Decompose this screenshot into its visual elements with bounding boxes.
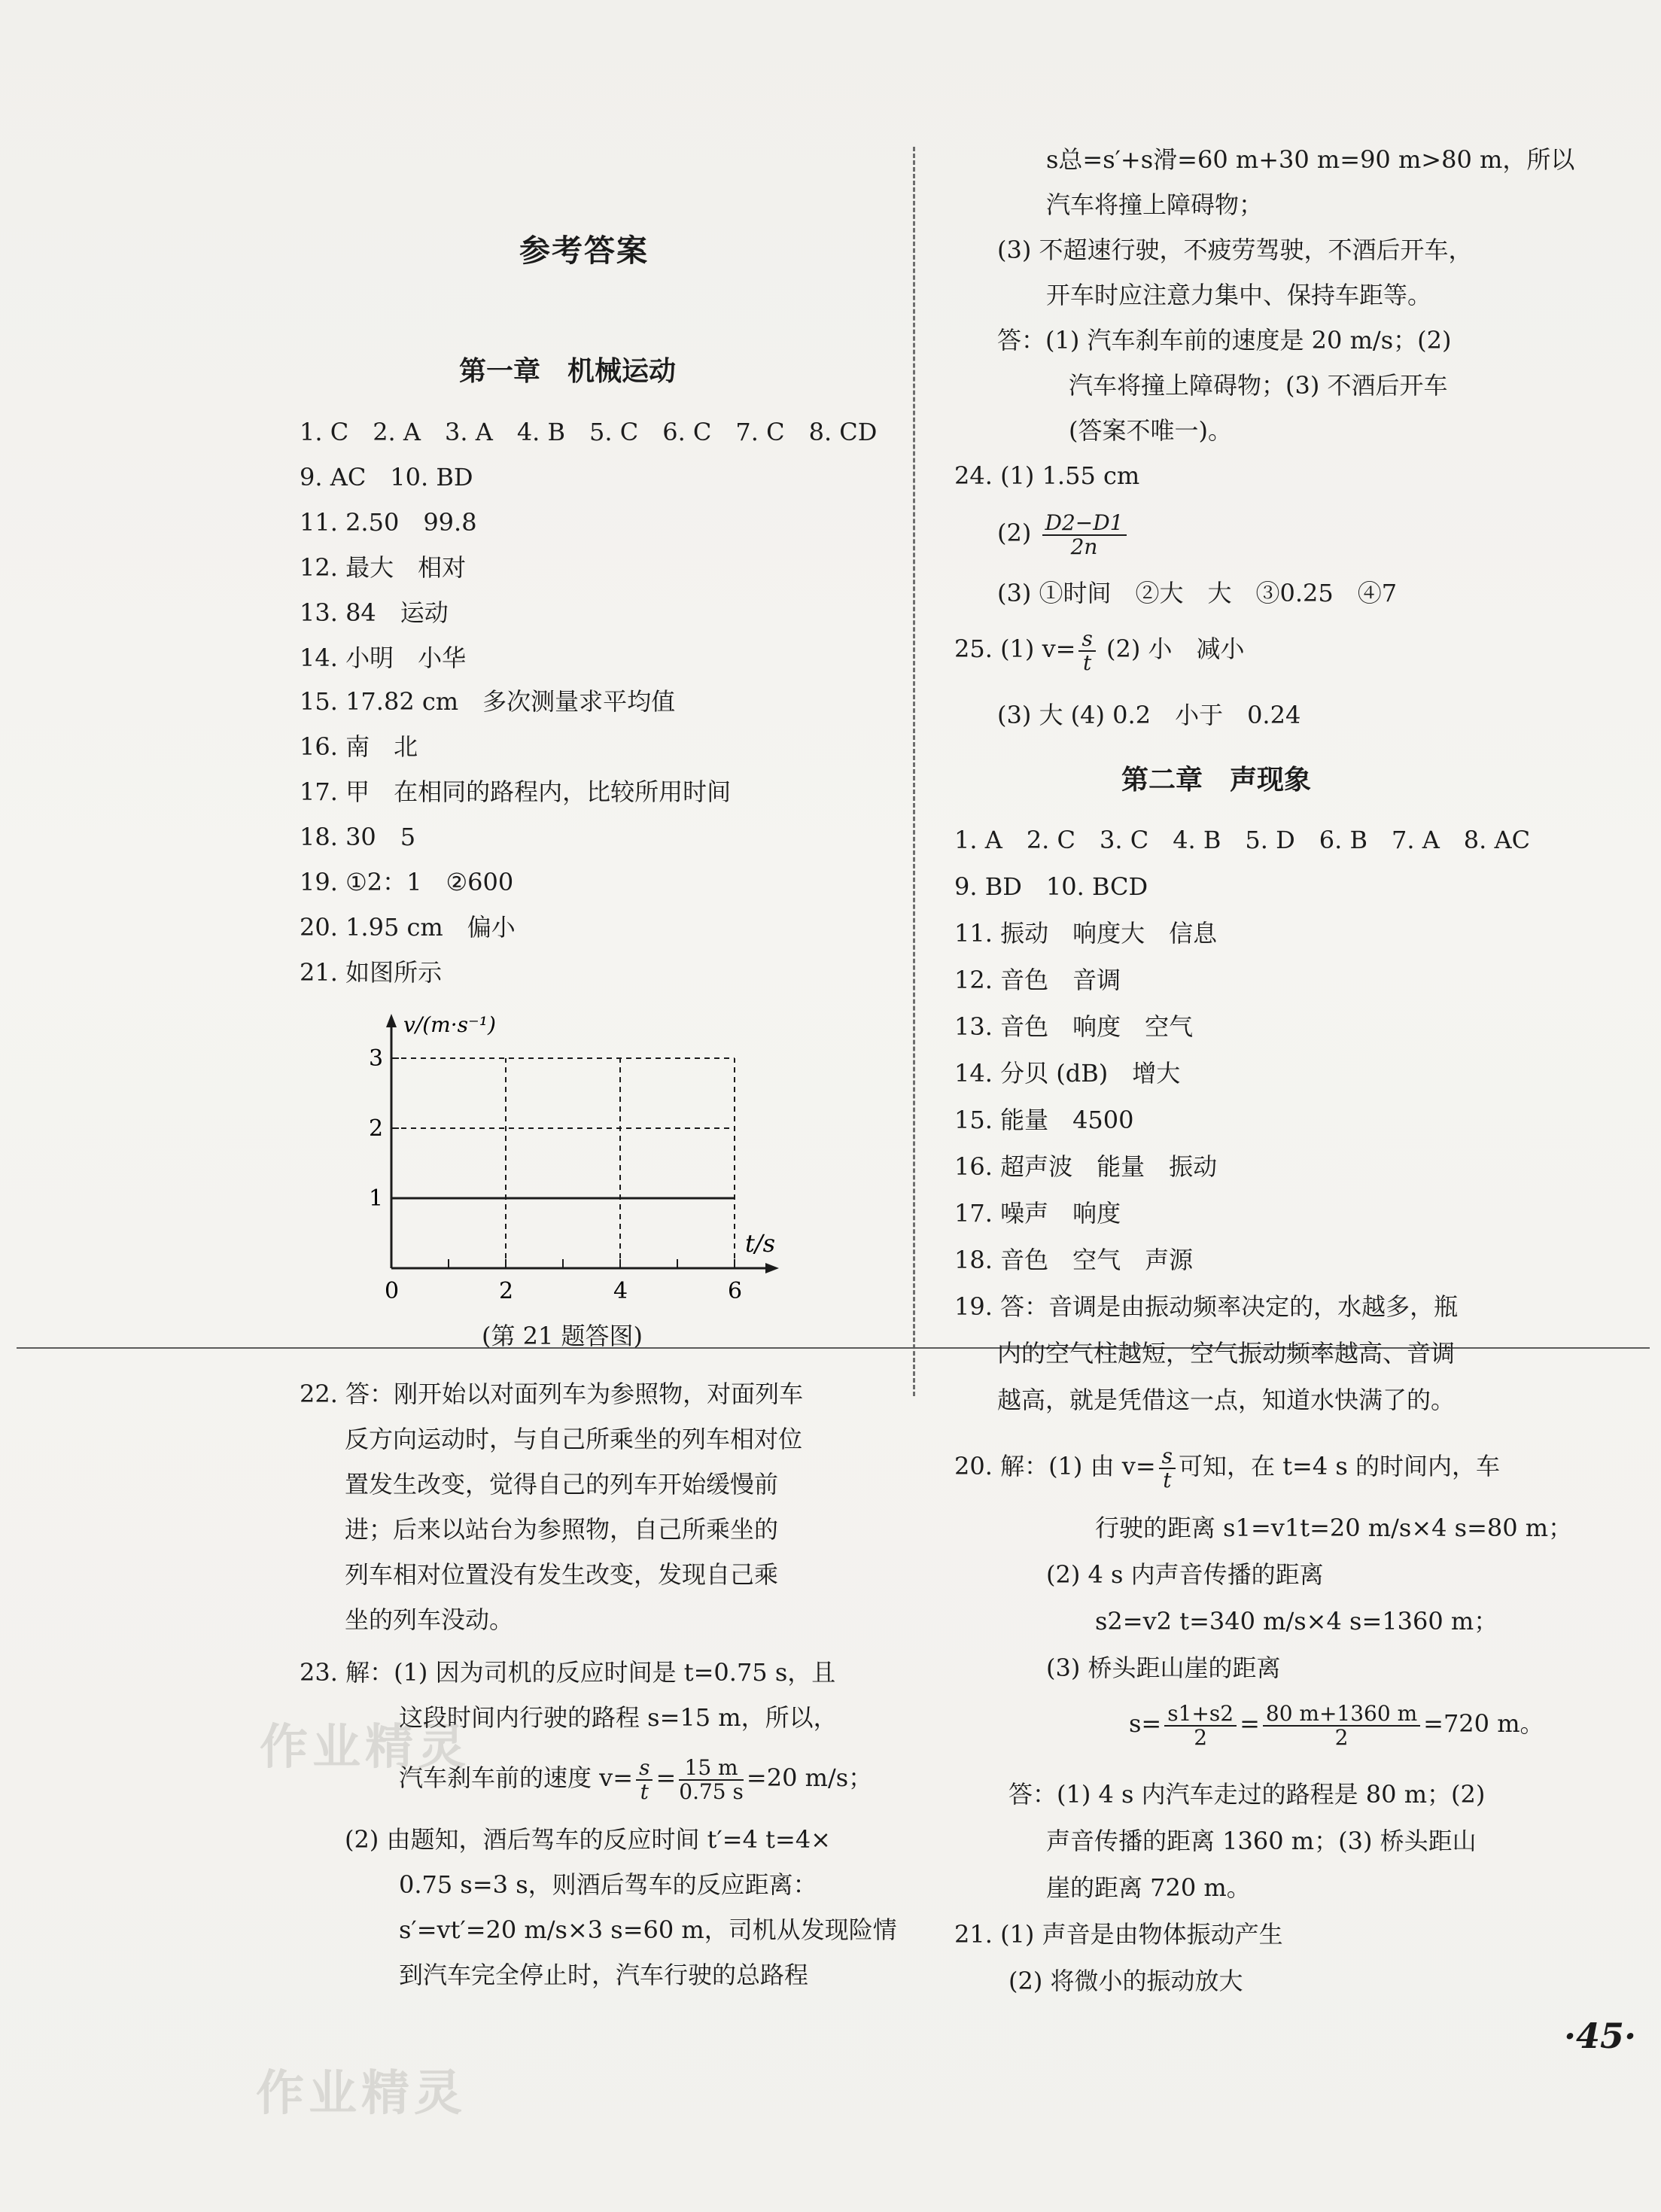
answer-line: 14. 小明 小华 [300, 644, 467, 672]
vt-graph [361, 1005, 798, 1306]
answer-line: s总=s′+s滑=60 m+30 m=90 m>80 m，所以 [1046, 145, 1575, 174]
formula-line [399, 1754, 872, 1803]
numerator: 15 m [679, 1757, 744, 1781]
formula-text: 可知，在 t=4 s 的时间内，车 [1179, 1452, 1500, 1480]
fraction [1164, 1702, 1237, 1749]
denominator: t [1083, 650, 1092, 675]
chart-caption: (第 21 题答图) [482, 1322, 643, 1350]
answer-line: 18. 30 5 [300, 823, 416, 851]
answer-line: (3) ①时间 ②大 大 ③0.25 ④7 [997, 579, 1398, 607]
answer-line: 进；后来以站台为参照物，自己所乘坐的 [345, 1515, 779, 1544]
answer-line: 18. 音色 空气 声源 [954, 1246, 1194, 1274]
answer-line: (答案不唯一)。 [1069, 416, 1232, 445]
y-axis-arrow [386, 1014, 397, 1027]
answer-line: 汽车将撞上障碍物； [1046, 190, 1264, 219]
x-tick-label: 6 [728, 1278, 743, 1304]
answer-line: 17. 噪声 响度 [954, 1199, 1121, 1228]
answer-line: 11. 2.50 99.8 [300, 508, 477, 537]
answer-line: (2) 4 s 内声音传播的距离 [1046, 1560, 1324, 1589]
answer-line: 这段时间内行驶的路程 s=15 m，所以， [399, 1703, 838, 1732]
fraction [1078, 625, 1095, 675]
answer-line: 9. BD 10. BCD [954, 872, 1148, 901]
answer-line: (3) 桥头距山崖的距离 [1046, 1654, 1281, 1682]
numerator: D2−D1 [1042, 512, 1127, 536]
answer-line: 16. 超声波 能量 振动 [954, 1152, 1218, 1181]
answer-line: 反方向运动时，与自己所乘坐的列车相对位 [345, 1425, 803, 1453]
answer-line: 内的空气柱越短，空气振动频率越高、音调 [997, 1339, 1456, 1368]
answer-line: 12. 音色 音调 [954, 966, 1121, 994]
answer-line: 19. 答：音调是由振动频率决定的，水越多，瓶 [954, 1292, 1459, 1321]
answer-line: (2) 将微小的振动放大 [1008, 1967, 1243, 1995]
formula-text: s= [1129, 1709, 1162, 1738]
answer-line: 20. 1.95 cm 偏小 [300, 913, 516, 942]
answer-line: 0.75 s=3 s，则酒后驾车的反应距离： [399, 1870, 817, 1899]
x-tick-label: 2 [499, 1278, 514, 1304]
chart-ticks [369, 1045, 742, 1304]
fraction [636, 1754, 653, 1804]
formula-text: 25. (1) v= [954, 634, 1076, 663]
y-tick-label: 3 [369, 1045, 384, 1072]
denominator: t [1163, 1467, 1172, 1492]
y-axis-label: v/(m·s⁻¹) [403, 1012, 496, 1037]
answer-line: 17. 甲 在相同的路程内，比较所用时间 [300, 777, 732, 806]
answer-line: 11. 振动 响度大 信息 [954, 919, 1218, 948]
answer-line: (2) 由题知，酒后驾车的反应时间 t′=4 t=4× [345, 1825, 831, 1854]
formula-text: =720 m。 [1423, 1709, 1544, 1738]
answer-line: 崖的距离 720 m。 [1046, 1873, 1251, 1902]
chapter2-heading: 第二章 声现象 [1121, 764, 1312, 796]
answer-line: 行驶的距离 s1=v1t=20 m/s×4 s=80 m； [1095, 1514, 1573, 1542]
answer-line: 1. C 2. A 3. A 4. B 5. C 6. C 7. C 8. CD [300, 418, 878, 446]
formula-line [954, 1442, 1500, 1492]
answer-line: 9. AC 10. BD [300, 463, 473, 491]
page-number: ·45· [1564, 2016, 1637, 2056]
formula-text: 20. 解：(1) 由 v= [954, 1452, 1156, 1480]
answer-line: 答：(1) 汽车刹车前的速度是 20 m/s；(2) [997, 326, 1452, 354]
formula-line [1129, 1699, 1544, 1749]
x-tick-label: 4 [613, 1278, 628, 1304]
numerator: s [1159, 1445, 1176, 1469]
fraction [1263, 1702, 1420, 1749]
answer-line: 坐的列车没动。 [345, 1605, 514, 1634]
formula-text: =20 m/s； [746, 1763, 873, 1792]
denominator: 2 [1334, 1724, 1349, 1750]
answer-line: 15. 能量 4500 [954, 1106, 1134, 1134]
x-axis-arrow [765, 1263, 779, 1273]
chart-grid [391, 1058, 735, 1268]
watermark: 作业精灵 [256, 2066, 467, 2122]
y-tick-label: 2 [369, 1115, 384, 1142]
answer-line: 13. 84 运动 [300, 598, 449, 627]
answer-line: 开车时应注意力集中、保持车距等。 [1046, 281, 1432, 309]
answer-line: 21. 如图所示 [300, 958, 443, 987]
answer-line: 13. 音色 响度 空气 [954, 1012, 1194, 1041]
answer-line: 列车相对位置没有发生改变，发现自己乘 [345, 1560, 779, 1589]
answer-line: 置发生改变，觉得自己的列车开始缓慢前 [345, 1470, 779, 1499]
fraction [1159, 1445, 1176, 1492]
formula-line [997, 509, 1130, 558]
denominator: 0.75 s [679, 1778, 744, 1804]
answer-line: 12. 最大 相对 [300, 553, 467, 582]
denominator: 2n [1070, 534, 1098, 559]
formula-text: (2) 小 减小 [1106, 634, 1245, 663]
formula-text: = [656, 1763, 677, 1792]
answer-line: 汽车将撞上障碍物；(3) 不酒后开车 [1069, 371, 1448, 400]
formula-label: (2) [997, 519, 1032, 547]
answer-line: s′=vt′=20 m/s×3 s=60 m，司机从发现险情 [399, 1915, 897, 1944]
x-tick-label: 0 [385, 1278, 400, 1304]
formula-text: 汽车刹车前的速度 v= [399, 1763, 634, 1792]
answer-line: 1. A 2. C 3. C 4. B 5. D 6. B 7. A 8. AC [954, 826, 1531, 854]
answer-line: 14. 分贝 (dB) 增大 [954, 1059, 1181, 1088]
answer-line: 24. (1) 1.55 cm [954, 461, 1140, 490]
numerator: s1+s2 [1164, 1702, 1237, 1727]
numerator: 80 m+1360 m [1263, 1702, 1420, 1727]
answer-line: 声音传播的距离 1360 m；(3) 桥头距山 [1046, 1827, 1477, 1855]
y-tick-label: 1 [369, 1185, 384, 1212]
answer-line: 越高，就是凭借这一点，知道水快满了的。 [997, 1386, 1456, 1414]
answer-line: 答：(1) 4 s 内汽车走过的路程是 80 m；(2) [1008, 1780, 1486, 1809]
answer-line: (3) 不超速行驶，不疲劳驾驶，不酒后开车， [997, 236, 1473, 264]
answer-line: 19. ①2：1 ②600 [300, 868, 514, 896]
chapter1-heading: 第一章 机械运动 [459, 355, 677, 387]
answer-line: 15. 17.82 cm 多次测量求平均值 [300, 687, 676, 716]
fraction [679, 1754, 744, 1804]
formula-line [954, 625, 1245, 674]
answer-line: 22. 答：刚开始以对面列车为参照物，对面列车 [300, 1380, 804, 1408]
answer-line: 16. 南 北 [300, 732, 418, 761]
answer-line: 21. (1) 声音是由物体振动产生 [954, 1920, 1283, 1949]
page-title: 参考答案 [519, 233, 649, 269]
answer-line: 到汽车完全停止时，汽车行驶的总路程 [399, 1961, 809, 1989]
denominator: t [640, 1778, 649, 1804]
answer-line: s2=v2 t=340 m/s×4 s=1360 m； [1095, 1607, 1498, 1635]
x-axis-label: t/s [745, 1229, 776, 1258]
watermark: 作业精灵 [260, 1720, 470, 1775]
numerator: s [1078, 628, 1095, 652]
formula-text: = [1240, 1709, 1260, 1738]
numerator: s [636, 1757, 653, 1781]
answer-line: 23. 解：(1) 因为司机的反应时间是 t=0.75 s，且 [300, 1658, 836, 1687]
answer-line: (3) 大 (4) 0.2 小于 0.24 [997, 701, 1301, 729]
column-divider [913, 147, 915, 1396]
denominator: 2 [1194, 1724, 1208, 1750]
fraction [1042, 512, 1127, 558]
